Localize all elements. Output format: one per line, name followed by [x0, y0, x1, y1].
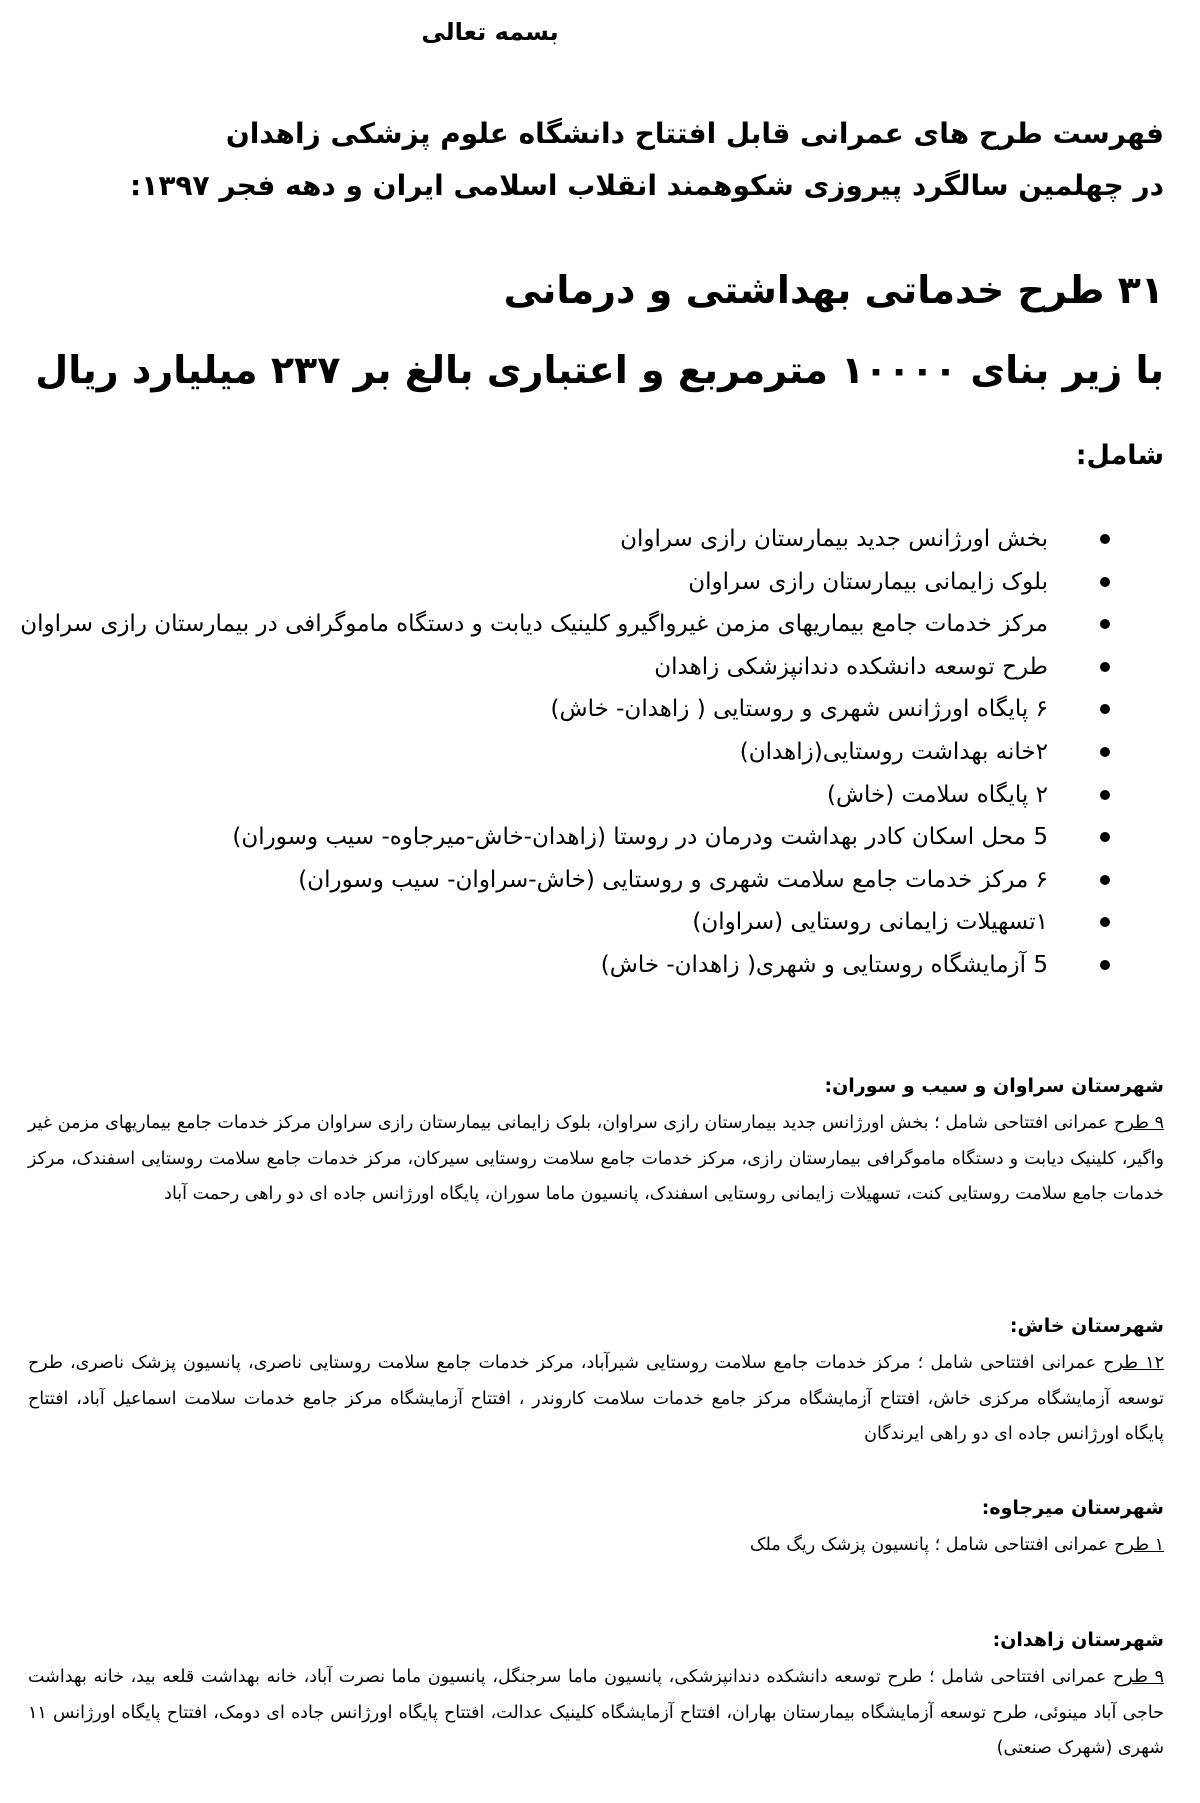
basmala: بسمه تعالی: [421, 18, 559, 46]
heading-line-2: در چهلمین سالگرد پیروزی شکوهمند انقلاب اسلامی ایران و دهه فجر ۱۳۹۷:: [130, 169, 1164, 202]
section-text: عمرانی افتتاحی شامل ؛ بخش اورژانس جدید بیمارستان رازی سراوان، بلوک زایمانی بیمارستان رازی سراوان مرکز خدمات جامع بیماریهای مزمن غیر واگیر، کلینیک دیابت و دستگاه ماموگرافی بیمارستان رازی، مرکز خدمات جامع سلامت روستایی سیرکان، مرکز خدمات جامع سلامت روستایی اسفندک، مرکز خدمات جامع سلامت روستایی کنت، تسهیلات زایمانی روستایی اسفندک، پانسیون ماما سوران، پایگاه اورژانس جاده ای دو راهی رحمت آباد: [28, 1113, 1164, 1204]
summary-line-1: ۳۱ طرح خدماتی بهداشتی و درمانی: [503, 268, 1164, 312]
list-item: [36, 901, 1110, 944]
list-item: [36, 688, 1110, 731]
bullet-icon: [1100, 832, 1110, 842]
section-khash: [28, 1312, 1164, 1453]
document-heading: [60, 108, 1164, 212]
bullet-icon: [1100, 917, 1110, 927]
list-item-text: ۲ پایگاه سلامت (خاش): [826, 781, 1048, 808]
list-item: [20, 603, 1110, 646]
section-body: [28, 1660, 1164, 1767]
list-item: [36, 731, 1110, 774]
project-count: ۱۲ طرح: [1103, 1353, 1164, 1373]
bullet-icon: [1100, 534, 1110, 544]
bullet-icon: [1100, 577, 1110, 587]
section-title: شهرستان سراوان و سیب و سوران:: [824, 1075, 1164, 1097]
section-title: شهرستان خاش:: [1009, 1315, 1164, 1337]
project-count: ۹ طرح: [1114, 1113, 1164, 1133]
project-count: ۱ طرح: [1114, 1535, 1164, 1555]
project-list: [20, 518, 1110, 987]
bullet-icon: [1100, 875, 1110, 885]
section-title: شهرستان زاهدان:: [992, 1629, 1164, 1651]
bullet-icon: [1100, 704, 1110, 714]
bullet-icon: [1100, 619, 1110, 629]
section-body: [28, 1528, 1164, 1564]
includes-label: شامل:: [1075, 440, 1164, 471]
bullet-icon: [1100, 790, 1110, 800]
bullet-icon: [1100, 960, 1110, 970]
section-text: عمرانی افتتاحی شامل ؛ طرح توسعه دانشکده دندانپزشکی، پانسیون ماما سرجنگل، پانسیون ماما نصرت آباد، خانه بهداشت قلعه بید، خانه بهداشت حاجی آباد مینوئی، طرح توسعه آزمایشگاه بیمارستان بهاران، افتتاح آزمایشگاه کلینیک عدالت، افتتاح پایگاه اورژانس جاده ای دومک، افتتاح پایگاه اورژانس ۱۱ شهری (شهرک صنعتی): [28, 1667, 1164, 1758]
list-item-text: ۱تسهیلات زایمانی روستایی (سراوان): [692, 909, 1048, 936]
section-saravan: [28, 1072, 1164, 1213]
project-count: ۹ طرح: [1113, 1667, 1164, 1687]
list-item: [36, 646, 1110, 689]
list-item: [36, 944, 1110, 987]
list-item: [36, 561, 1110, 604]
section-zahedan: [28, 1626, 1164, 1767]
list-item-text: ۲خانه بهداشت روستایی(زاهدان): [739, 738, 1048, 765]
list-item: [36, 859, 1110, 902]
section-text: عمرانی افتتاحی شامل ؛ مرکز خدمات جامع سلامت روستایی شیرآباد، مرکز خدمات جامع سلامت روستایی ناصری، پانسیون پزشک ناصری، طرح توسعه آزمایشگاه مرکزی خاش، افتتاح آزمایشگاه مرکز جامع خدمات سلامت کاروندر ، افتتاح آزمایشگاه مرکز جامع خدمات سلامت اسماعیل آباد، افتتاح پایگاه اورژانس جاده ای دو راهی ایرندگان: [28, 1353, 1164, 1444]
section-body: [28, 1346, 1164, 1453]
summary-block: [35, 250, 1164, 410]
list-item: [36, 774, 1110, 817]
section-mirjaveh: [28, 1494, 1164, 1564]
list-item: [36, 518, 1110, 561]
summary-line-2: با زیر بنای ۱۰۰۰۰ مترمربع و اعتباری بالغ بر ۲۳۷ میلیارد ریال: [35, 348, 1164, 392]
section-title: شهرستان میرجاوه:: [981, 1497, 1164, 1519]
section-text: عمرانی افتتاحی شامل ؛ پانسیون پزشک ریگ ملک: [749, 1535, 1115, 1555]
section-body: [28, 1106, 1164, 1213]
list-item-text: مرکز خدمات جامع بیماریهای مزمن غیرواگیرو کلینیک دیابت و دستگاه ماموگرافی در بیمارستان رازی سراوان: [20, 611, 1048, 638]
list-item-text: طرح توسعه دانشکده دندانپزشکی زاهدان: [654, 653, 1048, 680]
list-item-text: 5 آزمایشگاه روستایی و شهری( زاهدان- خاش): [600, 951, 1048, 978]
list-item: [36, 816, 1110, 859]
bullet-icon: [1100, 747, 1110, 757]
list-item-text: ۶ مرکز خدمات جامع سلامت شهری و روستایی (خاش-سراوان- سیب وسوران): [298, 866, 1048, 893]
list-item-text: بلوک زایمانی بیمارستان رازی سراوان: [688, 568, 1048, 595]
bullet-icon: [1100, 662, 1110, 672]
list-item-text: 5 محل اسکان کادر بهداشت ودرمان در روستا (زاهدان-خاش-میرجاوه- سیب وسوران): [232, 824, 1048, 851]
list-item-text: بخش اورژانس جدید بیمارستان رازی سراوان: [620, 526, 1048, 552]
list-item-text: ۶ پایگاه اورژانس شهری و روستایی ( زاهدان- خاش): [550, 696, 1048, 723]
heading-line-1: فهرست طرح های عمرانی قابل افتتاح دانشگاه علوم پزشکی زاهدان: [225, 117, 1164, 150]
